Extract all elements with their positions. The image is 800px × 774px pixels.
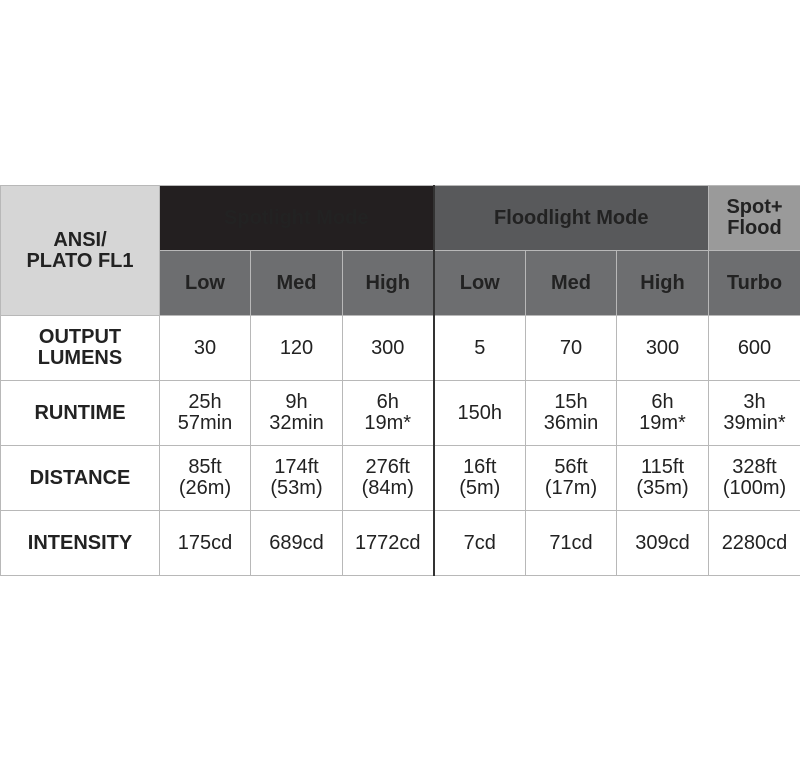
table-cell [251, 316, 343, 381]
table-cell [343, 446, 434, 511]
cell-text: 56ft [554, 456, 588, 478]
table-cell [434, 381, 526, 446]
cell-text: 71cd [549, 531, 593, 554]
table-cell [526, 511, 617, 576]
row-label-line1: RUNTIME [34, 401, 126, 424]
table-cell [251, 511, 343, 576]
table-cell [160, 381, 251, 446]
row-label-runtime [1, 381, 160, 446]
cell-text: 3h [743, 391, 766, 413]
cell-text: 689cd [269, 531, 324, 554]
cell-text: 36min [543, 412, 599, 434]
cell-text: 1772cd [354, 531, 421, 554]
level-header-spot-high: High [343, 251, 434, 316]
table-cell [709, 316, 800, 381]
cell-text: (26m) [178, 477, 232, 499]
cell-text: 15h [554, 391, 588, 413]
row-label-output-lumens [1, 316, 160, 381]
table-cell [434, 446, 526, 511]
level-header-flood-med: Med [526, 251, 617, 316]
spotlight-mode-header: Spotlight Mode [160, 186, 434, 251]
spot-flood-header-line2: Flood [727, 217, 782, 239]
standard-label-line1: ANSI/ [53, 228, 107, 251]
table-cell [617, 511, 709, 576]
row-label-line1: OUTPUT [38, 326, 122, 348]
cell-text: 30 [193, 336, 217, 359]
table-cell [617, 316, 709, 381]
table-cell [160, 316, 251, 381]
cell-text: 174ft [274, 456, 319, 478]
cell-text: 300 [371, 336, 405, 359]
cell-text: (5m) [459, 477, 501, 499]
table-cell [526, 446, 617, 511]
cell-text: 6h [376, 391, 399, 413]
row-label-line2: LUMENS [37, 347, 123, 369]
cell-text: 309cd [635, 531, 690, 554]
cell-text: 2280cd [721, 531, 788, 554]
row-label-line1: INTENSITY [27, 531, 133, 554]
cell-text: 25h [188, 391, 222, 413]
spec-table [0, 185, 800, 576]
cell-text: 9h [285, 391, 308, 413]
table-cell [526, 381, 617, 446]
table-cell [434, 316, 526, 381]
table-cell [251, 381, 343, 446]
cell-text: 115ft [641, 456, 684, 478]
floodlight-mode-header: Floodlight Mode [434, 186, 709, 251]
cell-text: 6h [651, 391, 674, 413]
table-row [1, 511, 800, 576]
spot-flood-header-line1: Spot+ [726, 196, 783, 218]
cell-text: 120 [279, 336, 314, 359]
cell-text: 16ft [463, 456, 497, 478]
table-cell [160, 511, 251, 576]
cell-text: 600 [737, 336, 772, 359]
cell-text: 5 [474, 336, 486, 359]
table-cell [526, 316, 617, 381]
spot-flood-header [709, 186, 800, 251]
table-cell [434, 511, 526, 576]
cell-text: 32min [269, 412, 324, 434]
row-label-intensity [1, 511, 160, 576]
table-cell [343, 511, 434, 576]
table-cell [709, 381, 800, 446]
table-cell [709, 446, 800, 511]
level-header-spot-low: Low [160, 251, 251, 316]
level-header-flood-low: Low [434, 251, 526, 316]
table-row [1, 316, 800, 381]
cell-text: (53m) [270, 477, 323, 499]
cell-text: 7cd [463, 531, 496, 554]
cell-text: (100m) [722, 477, 787, 499]
cell-text: 39min* [723, 412, 786, 434]
table-row [1, 381, 800, 446]
level-header-flood-high: High [617, 251, 709, 316]
cell-text: (17m) [544, 477, 598, 499]
cell-text: 19m* [639, 412, 686, 434]
cell-text: 70 [559, 336, 583, 359]
cell-text: 328ft [732, 456, 777, 478]
cell-text: (84m) [361, 477, 414, 499]
table-cell [617, 381, 709, 446]
cell-text: 85ft [188, 456, 222, 478]
cell-text: 57min [177, 412, 233, 434]
standard-label [1, 186, 160, 316]
table-cell [343, 381, 434, 446]
cell-text: 175cd [177, 531, 233, 554]
table-row [1, 446, 800, 511]
table-cell [251, 446, 343, 511]
cell-text: (35m) [636, 477, 689, 499]
standard-label-line2: PLATO FL1 [26, 249, 134, 272]
cell-text: 150h [457, 401, 502, 424]
table-cell [617, 446, 709, 511]
level-header-spot-med: Med [251, 251, 343, 316]
level-header-turbo: Turbo [709, 251, 800, 316]
row-label-line1: DISTANCE [29, 466, 131, 489]
cell-text: 300 [645, 336, 680, 359]
cell-text: 276ft [365, 456, 410, 478]
table-cell [343, 316, 434, 381]
table-cell [709, 511, 800, 576]
table-cell [160, 446, 251, 511]
cell-text: 19m* [364, 412, 412, 434]
row-label-distance [1, 446, 160, 511]
